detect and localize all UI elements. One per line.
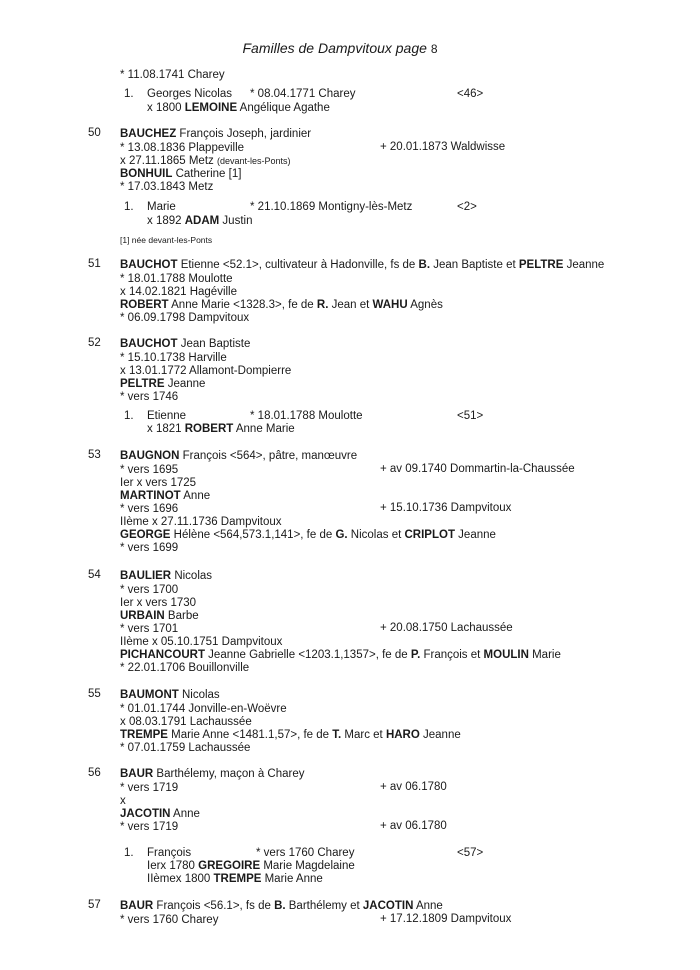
husband-info: Nicolas <box>171 570 213 582</box>
page-title <box>0 40 680 56</box>
mother-surname: JACOTIN <box>362 900 414 912</box>
child-number: 1. <box>124 410 134 422</box>
child-marriage-2 <box>147 873 323 885</box>
wife-birth-line: * vers 1746 <box>120 391 179 403</box>
wife-info: Marie Anne <1481.1,57>, fe de <box>167 729 333 741</box>
wife-info: Hélène <564,573.1,141>, fe de <box>170 529 336 541</box>
birth-text: * 13.08.1836 Plappeville <box>120 142 245 154</box>
wife-birth-line: * 06.09.1798 Dampvitoux <box>120 312 250 324</box>
child-name: François <box>147 847 192 859</box>
mother-name: Anne <box>413 900 443 912</box>
marriage-prefix: IIèmex 1800 <box>147 873 214 885</box>
child-ref: <51> <box>457 410 484 422</box>
spouse-name: Angélique Agathe <box>237 102 330 114</box>
birth-line: * vers 1719 <box>120 782 179 794</box>
wife-surname: JACOTIN <box>120 808 171 820</box>
wife-info: Anne <box>170 808 200 820</box>
father-initial: B. <box>274 900 286 912</box>
mother-name: Agnès <box>407 299 443 311</box>
child-number: 1. <box>124 201 134 213</box>
mother-name: Jeanne <box>454 529 496 541</box>
birth-line: * 18.01.1788 Moulotte <box>120 273 233 285</box>
wife1-line <box>120 489 210 503</box>
father-initial: R. <box>316 299 329 311</box>
spouse-surname: GREGOIRE <box>198 860 261 872</box>
wife-surname: TREMPE <box>120 729 168 741</box>
wife2-birth-line: * 22.01.1706 Bouillonville <box>120 662 250 674</box>
wife-surname: BONHUIL <box>120 168 173 180</box>
spouse-name: Marie Anne <box>261 873 323 885</box>
wife-line <box>120 298 443 312</box>
husband-surname: BAULIER <box>120 570 172 582</box>
child-birth: * vers 1760 Charey <box>256 847 355 859</box>
spouse-name: Marie Magdelaine <box>260 860 355 872</box>
husband-info: Jean Baptiste <box>177 338 251 350</box>
child-marriage-1 <box>147 860 355 872</box>
wife-surname: URBAIN <box>120 610 165 622</box>
birth-line: * 15.10.1738 Harville <box>120 352 227 364</box>
husband-surname: BAUGNON <box>120 450 180 462</box>
birth-line: * vers 1695 <box>120 464 179 476</box>
husband-line <box>120 688 220 702</box>
wife-info: Barbe <box>164 610 199 622</box>
father-name: Jean et <box>328 299 373 311</box>
wife-surname: GEORGE <box>120 529 171 541</box>
birth-line: * vers 1700 <box>120 584 179 596</box>
child-name: Georges Nicolas <box>147 88 233 100</box>
family-number: 54 <box>88 569 101 581</box>
wife-surname: PELTRE <box>120 378 165 390</box>
wife2-birth-line: * vers 1699 <box>120 542 179 554</box>
wife-birth-line: * vers 1719 <box>120 821 179 833</box>
husband-line <box>120 449 357 463</box>
mother-name: Marie <box>528 649 561 661</box>
child-marriage <box>147 215 252 227</box>
child-number: 1. <box>124 847 134 859</box>
husband-info: François Joseph, jardinier <box>176 128 312 140</box>
father-initial: G. <box>335 529 348 541</box>
father-initial: T. <box>332 729 342 741</box>
husband-line <box>120 337 250 351</box>
husband-surname: BAUCHOT <box>120 259 178 271</box>
husband-info: Nicolas <box>178 689 220 701</box>
marriage-line-2: IIème x 05.10.1751 Dampvitoux <box>120 636 283 648</box>
father-name: Nicolas et <box>347 529 405 541</box>
wife-info: Anne Marie <1328.3>, fe de <box>168 299 317 311</box>
marriage-line-1: Ier x vers 1725 <box>120 477 197 489</box>
wife1-line <box>120 609 199 623</box>
wife2-line <box>120 528 496 542</box>
husband-line <box>120 899 443 913</box>
birth-line: * 01.01.1744 Jonville-en-Woëvre <box>120 703 287 715</box>
child-marriage <box>147 423 295 435</box>
husband-info: François <56.1>, fs de <box>153 900 275 912</box>
birth-line <box>120 141 244 155</box>
mother-surname: WAHU <box>372 299 408 311</box>
father-name: Marc et <box>341 729 386 741</box>
child-name: Marie <box>147 201 176 213</box>
father-name: Jean Baptiste et <box>430 259 519 271</box>
father-name: François et <box>420 649 484 661</box>
mother-surname: CRIPLOT <box>404 529 455 541</box>
child-ref: <57> <box>457 847 484 859</box>
family-number: 52 <box>88 337 101 349</box>
death-text: + 17.12.1809 Dampvitoux <box>380 913 512 925</box>
mother-name: Jeanne <box>419 729 461 741</box>
family-number: 51 <box>88 258 101 270</box>
husband-line <box>120 569 212 583</box>
mother-surname: MOULIN <box>483 649 529 661</box>
family-number: 53 <box>88 449 101 461</box>
wife1-death-text: + 15.10.1736 Dampvitoux <box>380 502 512 514</box>
wife-birth-line: * 07.01.1759 Lachaussée <box>120 742 251 754</box>
child-ref: <2> <box>457 201 477 213</box>
child-number: 1. <box>124 88 134 100</box>
wife1-birth-line: * vers 1696 <box>120 503 179 515</box>
wife-line <box>120 728 461 742</box>
child-birth: * 18.01.1788 Moulotte <box>250 410 363 422</box>
family-number: 57 <box>88 899 101 911</box>
wife-death-text: + av 06.1780 <box>380 820 447 832</box>
father-initial: P. <box>410 649 421 661</box>
husband-line <box>120 767 305 781</box>
spouse-name: Anne Marie <box>233 423 295 435</box>
wife1-death-text: + 20.08.1750 Lachaussée <box>380 622 513 634</box>
wife-line <box>120 807 200 821</box>
birth-line: * vers 1760 Charey <box>120 914 219 926</box>
father-name: Barthélemy et <box>285 900 363 912</box>
page-number: 8 <box>430 42 438 56</box>
death-text: + 20.01.1873 Waldwisse <box>380 141 506 153</box>
marriage-note: (devant-les-Ponts) <box>216 156 291 166</box>
wife-surname: MARTINOT <box>120 490 181 502</box>
family-number: 56 <box>88 767 101 779</box>
marriage-prefix: x 1892 <box>147 215 185 227</box>
marriage-line-2: IIème x 27.11.1736 Dampvitoux <box>120 516 282 528</box>
mother-surname: PELTRE <box>518 259 564 271</box>
page-title-text: Familles de Dampvitoux page <box>242 40 427 56</box>
spouse-surname: TREMPE <box>213 873 262 885</box>
spouse-surname: LEMOINE <box>184 102 238 114</box>
death-text: + av 09.1740 Dommartin-la-Chaussée <box>380 463 575 475</box>
child-marriage <box>147 102 330 114</box>
spouse-surname: ADAM <box>184 215 220 227</box>
marriage-line: x 13.01.1772 Allamont-Dompierre <box>120 365 292 377</box>
spouse-surname: ROBERT <box>184 423 234 435</box>
child-birth: * 21.10.1869 Montigny-lès-Metz <box>250 201 413 213</box>
marriage-text: x 27.11.1865 Metz <box>120 155 217 167</box>
father-initial: B. <box>418 259 431 271</box>
birth-line: * 11.08.1741 Charey <box>120 69 225 81</box>
wife1-birth-line: * vers 1701 <box>120 623 179 635</box>
wife-birth-line: * 17.03.1843 Metz <box>120 181 214 193</box>
spouse-name: Justin <box>219 215 253 227</box>
husband-surname: BAUCHOT <box>120 338 178 350</box>
husband-line <box>120 258 604 272</box>
husband-surname: BAUCHEZ <box>120 128 177 140</box>
marriage-prefix: x 1800 <box>147 102 185 114</box>
wife-line <box>120 377 205 391</box>
marriage-line: x 08.03.1791 Lachaussée <box>120 716 252 728</box>
mother-surname: HARO <box>385 729 420 741</box>
husband-surname: BAUMONT <box>120 689 179 701</box>
husband-line <box>120 127 311 141</box>
marriage-prefix: Ierx 1780 <box>147 860 199 872</box>
child-birth: * 08.04.1771 Charey <box>250 88 356 100</box>
wife-line <box>120 167 241 181</box>
death-text: + av 06.1780 <box>380 781 447 793</box>
marriage-line: x 14.02.1821 Hagéville <box>120 286 237 298</box>
husband-surname: BAUR <box>120 900 154 912</box>
mother-name: Jeanne <box>563 259 605 271</box>
family-number: 50 <box>88 127 101 139</box>
husband-info: Barthélemy, maçon à Charey <box>153 768 305 780</box>
wife2-line <box>120 648 561 662</box>
wife-info: Jeanne <box>164 378 206 390</box>
footnote: [1] née devant-les-Ponts <box>120 235 213 245</box>
child-name: Etienne <box>147 410 187 422</box>
husband-info: Etienne <52.1>, cultivateur à Hadonville, fs de <box>177 259 419 271</box>
wife-info: Anne <box>180 490 211 502</box>
marriage-prefix: x 1821 <box>147 423 185 435</box>
wife-info: Jeanne Gabrielle <1203.1,1357>, fe de <box>204 649 411 661</box>
husband-surname: BAUR <box>120 768 154 780</box>
marriage-line: x <box>120 795 126 807</box>
husband-info: François <564>, pâtre, manœuvre <box>179 450 358 462</box>
marriage-line <box>120 154 291 168</box>
wife-surname: PICHANCOURT <box>120 649 205 661</box>
wife-surname: ROBERT <box>120 299 169 311</box>
family-number: 55 <box>88 688 101 700</box>
marriage-line-1: Ier x vers 1730 <box>120 597 197 609</box>
wife-info: Catherine [1] <box>172 168 242 180</box>
child-ref: <46> <box>457 88 484 100</box>
